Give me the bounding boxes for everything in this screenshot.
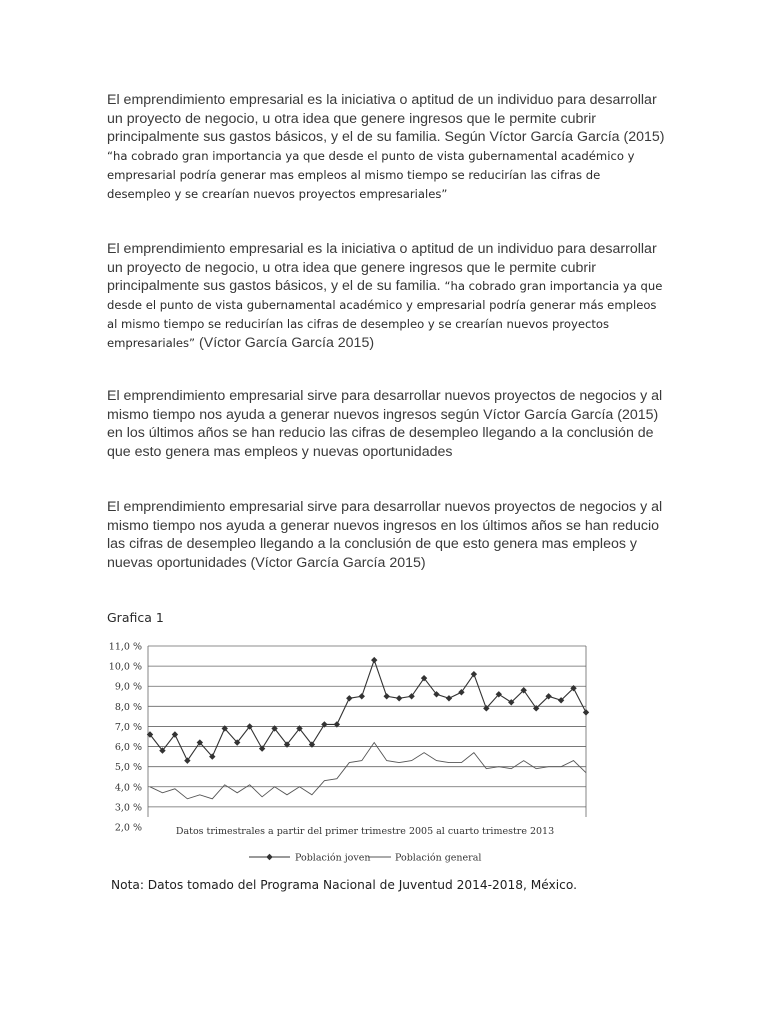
paragraph-1-text: El emprendimiento empresarial es la iniciativa o aptitud de un individuo para desarrollar un proyecto de negocio, u otra idea que genere ingresos que le permite cubrir principalmente sus gastos básicos, y el de su familia. Según Víctor García García (2015) — [107, 92, 665, 146]
y-tick-label: 2,0 % — [114, 822, 142, 834]
x-axis-label: Datos trimestrales a partir del primer trimestre 2005 al cuarto trimestre 2013 — [175, 826, 555, 837]
paragraph-4 — [107, 498, 667, 573]
data-point — [359, 693, 365, 699]
paragraph-2 — [107, 240, 667, 352]
paragraph-2-quote: “ha cobrado gran importancia ya que desde el punto de vista gubernamental académico y empresarial podría generar más empleos al mismo tiempo se reducirían las cifras de desempleo y se crearían nuevos proyectos empresariales” — [107, 279, 663, 350]
legend-label-joven: Población joven — [295, 852, 371, 864]
legend-marker-joven — [266, 854, 272, 860]
y-tick-label: 4,0 % — [114, 782, 142, 794]
paragraph-2-after: (Víctor García García 2015) — [195, 334, 375, 351]
data-point — [408, 693, 414, 699]
paragraph-3 — [107, 387, 667, 462]
data-point — [396, 695, 402, 701]
data-point — [583, 709, 589, 715]
paragraph-3-text: El emprendimiento empresarial sirve para desarrollar nuevos proyectos de negocios y al mismo tiempo nos ayuda a generar nuevos ingresos según Víctor García García (2015) en los últimos años se han reducio las cifras de desempleo llegando a la conclusión de que esto genera mas empleos y nuevas oportunidades — [107, 388, 663, 461]
legend-label-general: Población general — [395, 852, 482, 864]
y-axis-ticks — [109, 642, 142, 834]
data-point — [346, 695, 352, 701]
y-tick-label: 3,0 % — [114, 802, 142, 814]
chart-svg — [106, 634, 594, 870]
data-point — [446, 695, 452, 701]
data-point — [471, 671, 477, 677]
data-point — [383, 693, 389, 699]
paragraph-1-quote: “ha cobrado gran importancia ya que desde el punto de vista gubernamental académico y empresarial podría generar mas empleos al mismo tiempo se reducirían las cifras de desempleo y se crearían nuevos proyectos empresariales” — [107, 149, 635, 201]
y-tick-label: 7,0 % — [114, 721, 142, 733]
paragraph-4-text: El emprendimiento empresarial sirve para desarrollar nuevos proyectos de negocios y al mismo tiempo nos ayuda a generar nuevos ingresos en los últimos años se han reducio las cifras de desempleo llegando a la conclusión de que esto genera mas empleos y nuevas oportunidades (Víctor García García 2015) — [107, 499, 663, 572]
data-point — [371, 657, 377, 663]
data-point — [458, 689, 464, 695]
y-tick-label: 6,0 % — [114, 742, 142, 754]
line-chart — [106, 634, 594, 870]
y-tick-label: 10,0 % — [108, 661, 142, 673]
chart-legend — [249, 853, 481, 864]
data-point — [184, 757, 190, 763]
chart-grid — [148, 646, 586, 817]
series-line-poblacion-general — [150, 743, 586, 799]
paragraph-2-text: El emprendimiento empresarial es la iniciativa o aptitud de un individuo para desarrollar un proyecto de negocio, u otra idea que genere ingresos que le permite cubrir principalmente sus gastos básicos, y el de su familia. — [107, 241, 657, 295]
y-tick-label: 5,0 % — [114, 762, 142, 774]
y-tick-label: 9,0 % — [114, 681, 142, 693]
chart-title: Grafica 1 — [107, 610, 164, 625]
y-tick-label: 11,0 % — [108, 641, 142, 653]
series-line-poblacion-joven — [150, 660, 586, 761]
chart-series — [147, 657, 589, 799]
paragraph-1 — [107, 91, 667, 203]
source-note: Nota: Datos tomado del Programa Nacional de Juventud 2014-2018, México. — [111, 878, 577, 892]
y-tick-label: 8,0 % — [114, 701, 142, 713]
